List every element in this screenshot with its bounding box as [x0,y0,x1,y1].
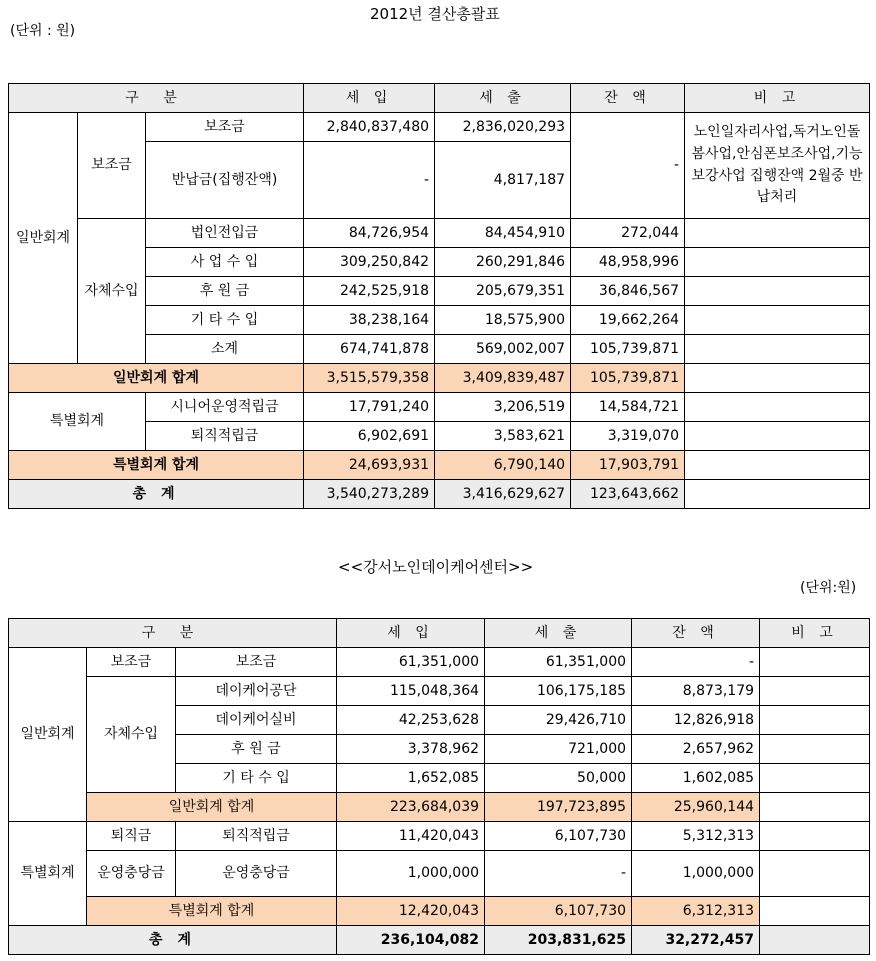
expense-cell: 6,790,140 [435,451,571,480]
expense-cell: 4,817,187 [435,142,571,219]
income-cell: 2,840,837,480 [304,113,435,142]
self-income-group-label: 자체수입 [87,677,176,793]
balance-cell: 48,958,996 [571,248,685,277]
special-total-row [9,897,870,926]
income-cell: 3,515,579,358 [304,364,435,393]
table-row [9,393,870,422]
subsidy-remarks: 노인일자리사업,독거노인돌봄사업,안심폰보조사업,기능보강사업 집행잔액 2월중 반납처리 [685,113,870,219]
header-balance: 잔 액 [571,84,685,113]
expense-cell: 3,416,629,627 [435,480,571,509]
income-cell: 84,726,954 [304,219,435,248]
grand-total-label: 총 계 [9,480,304,509]
balance-cell: 5,312,313 [632,822,760,851]
header-expense: 세 출 [485,619,632,648]
special-account-label: 특별회계 [9,822,87,926]
general-account-label: 일반회계 [9,648,87,822]
header-income: 세 입 [337,619,485,648]
row-label: 사 업 수 입 [146,248,304,277]
income-cell: 1,000,000 [337,851,485,897]
income-cell: 17,791,240 [304,393,435,422]
balance-cell: 3,319,070 [571,422,685,451]
grand-total-row [9,480,870,509]
remarks-cell [685,451,870,480]
self-income-group-label: 자체수입 [78,219,146,364]
income-cell: 12,420,043 [337,897,485,926]
income-cell: 11,420,043 [337,822,485,851]
table-row [9,851,870,897]
header-category: 구 분 [9,619,337,648]
balance-cell: 32,272,457 [632,926,760,955]
remarks-cell [760,822,870,851]
balance-cell: 8,873,179 [632,677,760,706]
balance-cell: 272,044 [571,219,685,248]
page-title: 2012년 결산총괄표 [370,5,500,23]
grand-total-label: 총 계 [9,926,337,955]
header-remarks: 비 고 [760,619,870,648]
balance-cell: 1,602,085 [632,764,760,793]
expense-cell: 6,107,730 [485,822,632,851]
table-row [9,113,870,142]
special-total-row [9,451,870,480]
remarks-cell [760,677,870,706]
expense-cell: 106,175,185 [485,677,632,706]
income-cell: 236,104,082 [337,926,485,955]
row-label: 퇴직적립금 [146,422,304,451]
header-category: 구 분 [9,84,304,113]
expense-cell: 197,723,895 [485,793,632,822]
expense-cell: 2,836,020,293 [435,113,571,142]
table-row [9,677,870,706]
income-cell: - [304,142,435,219]
table-header-row [9,619,870,648]
row-label: 보조금 [176,648,337,677]
balance-cell: 19,662,264 [571,306,685,335]
income-cell: 1,652,085 [337,764,485,793]
general-total-label: 일반회계 합계 [9,364,304,393]
header-expense: 세 출 [435,84,571,113]
unit-label: (단위 : 원) [10,23,76,39]
balance-cell: - [632,648,760,677]
income-cell: 61,351,000 [337,648,485,677]
balance-cell: 2,657,962 [632,735,760,764]
income-cell: 42,253,628 [337,706,485,735]
balance-cell: 12,826,918 [632,706,760,735]
subsidy-group-label: 보조금 [87,648,176,677]
row-label: 후 원 금 [176,735,337,764]
balance-cell: 36,846,567 [571,277,685,306]
expense-cell: 3,206,519 [435,393,571,422]
center-table [8,618,870,955]
balance-cell: 1,000,000 [632,851,760,897]
income-cell: 674,741,878 [304,335,435,364]
summary-table [8,83,870,509]
income-cell: 3,540,273,289 [304,480,435,509]
remarks-cell [685,277,870,306]
balance-cell: 17,903,791 [571,451,685,480]
balance-cell: 105,739,871 [571,364,685,393]
table-header-row [9,84,870,113]
row-label: 소계 [146,335,304,364]
remarks-cell [685,219,870,248]
income-cell: 309,250,842 [304,248,435,277]
row-label: 보조금 [146,113,304,142]
income-cell: 223,684,039 [337,793,485,822]
balance-cell: 105,739,871 [571,335,685,364]
expense-cell: 205,679,351 [435,277,571,306]
expense-cell: 61,351,000 [485,648,632,677]
remarks-cell [760,793,870,822]
remarks-cell [685,480,870,509]
expense-cell: 203,831,625 [485,926,632,955]
subsidy-group-label: 보조금 [78,113,146,219]
grand-total-row [9,926,870,955]
balance-cell: 6,312,313 [632,897,760,926]
expense-cell: 50,000 [485,764,632,793]
header-income: 세 입 [304,84,435,113]
expense-cell: - [485,851,632,897]
row-label: 기 타 수 입 [146,306,304,335]
expense-cell: 260,291,846 [435,248,571,277]
table-row [9,822,870,851]
remarks-cell [760,735,870,764]
general-account-label: 일반회계 [9,113,78,364]
general-total-row [9,364,870,393]
balance-cell: 25,960,144 [632,793,760,822]
remarks-cell [685,335,870,364]
row-label: 데이케어공단 [176,677,337,706]
income-cell: 6,902,691 [304,422,435,451]
row-label: 반납금(집행잔액) [146,142,304,219]
expense-cell: 18,575,900 [435,306,571,335]
income-cell: 242,525,918 [304,277,435,306]
special-group-label: 퇴직금 [87,822,176,851]
table-row [9,648,870,677]
header-balance: 잔 액 [632,619,760,648]
income-cell: 24,693,931 [304,451,435,480]
subsidy-balance-cell: - [571,113,685,219]
special-account-label: 특별회계 [9,393,146,451]
row-label: 시니어운영적립금 [146,393,304,422]
balance-cell: 14,584,721 [571,393,685,422]
expense-cell: 3,583,621 [435,422,571,451]
general-total-row [9,793,870,822]
special-group-label: 운영충당금 [87,851,176,897]
row-label: 법인전입금 [146,219,304,248]
expense-cell: 6,107,730 [485,897,632,926]
row-label: 운영충당금 [176,851,337,897]
center-title: <<강서노인데이케어센터>> [338,558,534,576]
remarks-cell [760,897,870,926]
center-unit-label: (단위:원) [800,580,857,596]
row-label: 후 원 금 [146,277,304,306]
table-row [9,219,870,248]
remarks-cell [760,764,870,793]
remarks-cell [760,706,870,735]
expense-cell: 721,000 [485,735,632,764]
remarks-cell [760,851,870,897]
remarks-cell [760,648,870,677]
remarks-cell [685,306,870,335]
special-total-label: 특별회계 합계 [9,451,304,480]
expense-cell: 84,454,910 [435,219,571,248]
expense-cell: 569,002,007 [435,335,571,364]
expense-cell: 29,426,710 [485,706,632,735]
row-label: 데이케어실비 [176,706,337,735]
income-cell: 115,048,364 [337,677,485,706]
remarks-cell [760,926,870,955]
general-total-label: 일반회계 합계 [87,793,337,822]
remarks-cell [685,364,870,393]
row-label: 퇴직적립금 [176,822,337,851]
special-total-label: 특별회계 합계 [87,897,337,926]
remarks-cell [685,248,870,277]
remarks-cell [685,422,870,451]
balance-cell: 123,643,662 [571,480,685,509]
row-label: 기 타 수 입 [176,764,337,793]
income-cell: 38,238,164 [304,306,435,335]
remarks-cell [685,393,870,422]
expense-cell: 3,409,839,487 [435,364,571,393]
header-remarks: 비 고 [685,84,870,113]
income-cell: 3,378,962 [337,735,485,764]
